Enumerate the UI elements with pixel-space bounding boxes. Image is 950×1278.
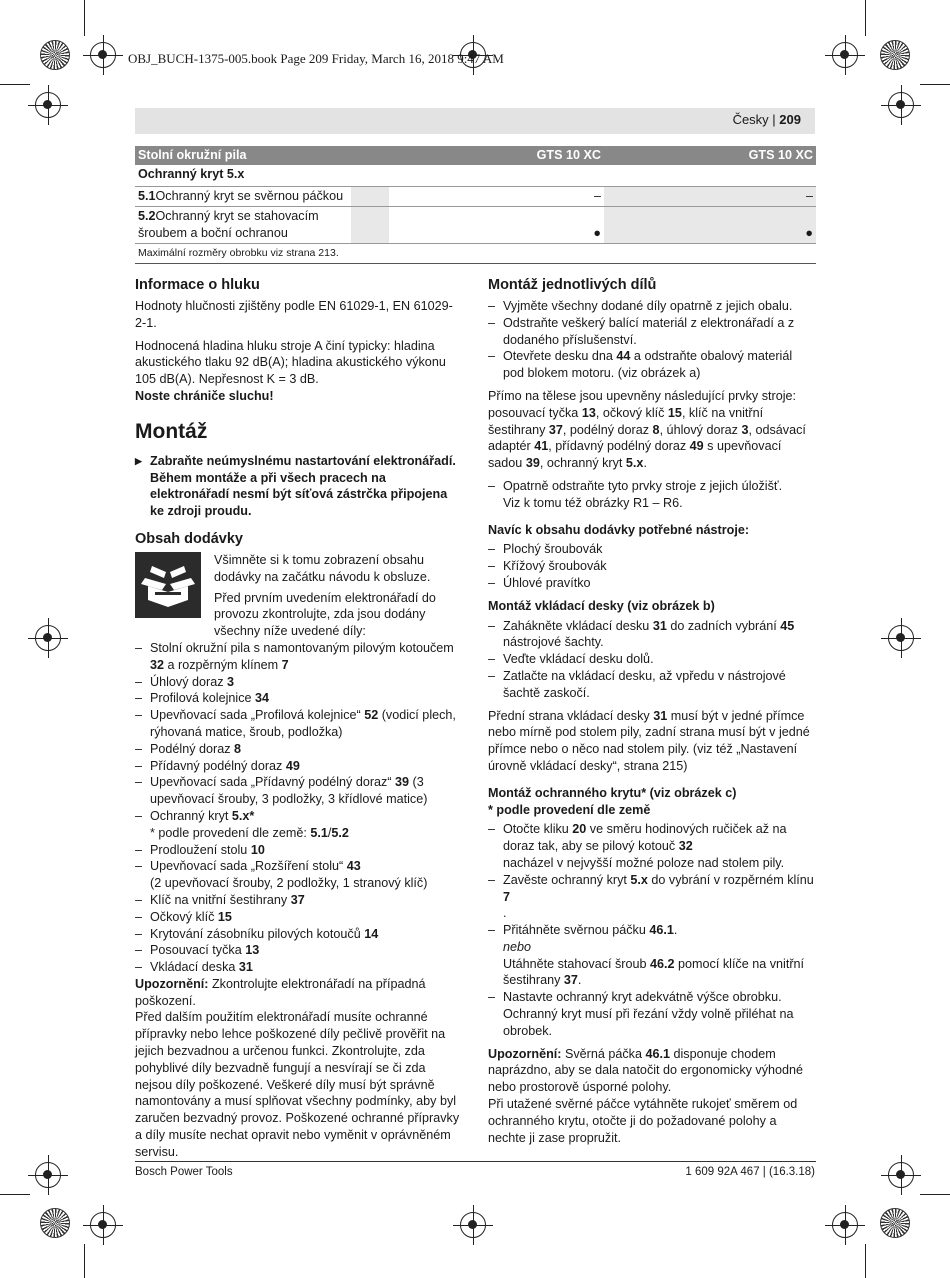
list-item: – Otočte kliku 20 ve směru hodinových ručiček až na doraz tak, aby se pilový kotouč 32 nacházel v nejvyšší možné poloze nad stolem pily. [488, 821, 816, 871]
list-item: – Přídavný podélný doraz 49 [135, 758, 463, 775]
list-item: – Vkládací deska 31 [135, 959, 463, 976]
registration-mark [888, 625, 914, 651]
list-item: – Přitáhněte svěrnou páčku 46.1. nebo Utáhněte stahovací šroub 46.2 pomocí klíče na vnitřní šestihrany 37. [488, 922, 816, 989]
crop-mark [865, 1244, 866, 1278]
list-item: – Opatrně odstraňte tyto prvky stroje z jejich úložišť. Viz k tomu též obrázky R1 – R6. [488, 478, 816, 512]
table-row [135, 187, 816, 207]
crop-mark [0, 1194, 30, 1195]
spec-cell: – [604, 187, 816, 207]
inspection-text: Před dalším použitím elektronářadí musíte ochranné přípravky nebo lehce poškozené díly pečlivě prověřit na jejich bezvadnou a určenou funkci. Zkontrolujte, zda pohyblivé díly bezvadně fungují a nesvírají se či zda nejsou díly poškozené. Veškeré díly musí být správně namontovány a musí splňovat všechny podmínky, aby byl zaručen bezvadný provoz. Poškozené ochranné přípravky a díly musíte nechat opravit nebo vyměnit v oprávněném servisu. [135, 1010, 460, 1159]
spec-header-model-1: GTS 10 XC [389, 146, 604, 165]
color-target-top-right [880, 40, 910, 70]
list-item: – Upevňovací sada „Rozšíření stolu“ 43 (2 upevňovací šrouby, 2 podložky, 1 stranový klíč) [135, 858, 463, 892]
list-item: – Veďte vkládací desku dolů. [488, 651, 816, 668]
spec-header-product: Stolní okružní pila [135, 146, 389, 165]
list-item: – Podélný doraz 8 [135, 741, 463, 758]
fixed-parts-text: Přímo na tělese jsou upevněny následující prvky stroje: posouvací tyčka 13, očkový klíč 15, klíč na vnitřní šestihrany 37, podélný doraz 8, úhlový doraz 3, odsávací adaptér 41, přídavný podélný doraz 49 s upevňovací sadou 39, ochranný kryt 5.x. [488, 388, 806, 471]
spec-cell: ● [604, 206, 816, 243]
spec-note-row [135, 243, 816, 263]
crop-mark [84, 1244, 85, 1278]
list-item: – Upevňovací sada „Profilová kolejnice“ 52 (vodicí plech, rýhovaná matice, šroub, podložka) [135, 707, 463, 741]
noise-standards: Hodnoty hlučnosti zjištěny podle EN 61029-1, EN 61029-2-1. [135, 299, 453, 330]
insert-list [488, 618, 816, 702]
list-item: – Posouvací tyčka 13 [135, 942, 463, 959]
spec-row-label: 5.1Ochranný kryt se svěrnou páčkou [135, 187, 351, 207]
spec-header-model-2: GTS 10 XC [604, 146, 816, 165]
insert-heading: Montáž vkládací desky (viz obrázek b) [488, 598, 715, 613]
spec-section-row [135, 165, 816, 187]
crop-mark [84, 0, 85, 36]
contents-note: Všimněte si k tomu zobrazení obsahu dodávky na začátku návodu k obsluze. [214, 552, 431, 584]
left-column [135, 276, 463, 1161]
spec-section-title: Ochranný kryt 5.x [135, 165, 816, 187]
crop-mark [865, 0, 866, 36]
registration-mark [90, 1212, 116, 1238]
print-header: OBJ_BUCH-1375-005.book Page 209 Friday, March 16, 2018 9:47 AM [128, 51, 504, 66]
spec-cell: ● [389, 206, 604, 243]
language-bar [135, 108, 815, 134]
assembly-heading: Montáž [135, 419, 208, 443]
crop-mark [920, 84, 950, 85]
list-item: – Úhlové pravítko [488, 575, 816, 592]
registration-mark [832, 42, 858, 68]
guard-heading: Montáž ochranného krytu* (viz obrázek c) [488, 785, 737, 800]
guard-subheading: * podle provedení dle země [488, 802, 651, 817]
list-item: – Upevňovací sada „Přídavný podélný doraz“ 39 (3 upevňovací šrouby, 3 podložky, 3 křídlové matice) [135, 774, 463, 808]
noise-heading: Informace o hluku [135, 277, 260, 293]
crop-mark [0, 84, 30, 85]
list-item: – Zahákněte vkládací desku 31 do zadních vybrání 45 nástrojové šachty. [488, 618, 816, 652]
list-item: – Prodloužení stolu 10 [135, 842, 463, 859]
registration-mark [35, 625, 61, 651]
contents-list [135, 640, 463, 976]
crop-mark [920, 1194, 950, 1195]
list-item: – Nastavte ochranný kryt adekvátně výšce obrobku. Ochranný kryt musí při řezání vždy volně přiléhat na obrobek. [488, 989, 816, 1039]
notice-lever: Upozornění: Svěrná páčka 46.1 disponuje chodem naprázdno, aby se dala natočit do ergonomicky výhodné nebo prostorově úsporné polohy. [488, 1046, 804, 1095]
list-item: – Zavěste ochranný kryt 5.x do vybrání v rozpěrném klínu 7 . [488, 872, 816, 922]
registration-mark [888, 1162, 914, 1188]
footer-rule [135, 1161, 816, 1162]
registration-mark [90, 42, 116, 68]
color-target-bottom-left [40, 1208, 70, 1238]
list-item: – Otevřete desku dna 44 a odstraňte obalový materiál pod blokem motoru. (viz obrázek a) [488, 348, 816, 382]
spec-row-label: 5.2Ochranný kryt se stahovacím šroubem a boční ochranou [135, 206, 351, 243]
list-item: – Ochranný kryt 5.x* * podle provedení dle země: 5.1/5.2 [135, 808, 463, 842]
list-item: – Klíč na vnitřní šestihrany 37 [135, 892, 463, 909]
guard-list [488, 821, 816, 1039]
list-item: – Stolní okružní pila s namontovaným pilovým kotoučem 32 a rozpěrným klínem 7 [135, 640, 463, 674]
list-item: – Křížový šroubovák [488, 558, 816, 575]
warning-text: ▶ Zabraňte neúmyslnému nastartování elektronářadí. Během montáže a při všech pracech na elektronářadí nesmí být síťová zástrčka připojena ke zdroji proudu. [135, 453, 463, 520]
list-item: – Plochý šroubovák [488, 541, 816, 558]
registration-mark [832, 1212, 858, 1238]
unpack-list [488, 298, 816, 382]
footer-code: 1 609 92A 467 | (16.3.18) [685, 1166, 815, 1178]
registration-mark [35, 92, 61, 118]
spec-table-header [135, 146, 816, 165]
footer-publisher: Bosch Power Tools [135, 1166, 233, 1178]
tools-heading: Navíc k obsahu dodávky potřebné nástroje: [488, 522, 750, 537]
spec-table [135, 146, 816, 264]
lever-text: Při utažené svěrné páčce vytáhněte rukojeť směrem od ochranného krytu, otočte ji do požadované polohy a nechte ji zase propružit. [488, 1097, 798, 1145]
color-target-top-left [40, 40, 70, 70]
contents-check: Před prvním uvedením elektronářadí do provozu zkontrolujte, zda jsou dodány všechny níže uvedené díly: [214, 590, 436, 639]
tools-list [488, 541, 816, 591]
list-item: – Vyjměte všechny dodané díly opatrně z jejich obalu. [488, 298, 816, 315]
registration-mark [888, 92, 914, 118]
language-page-label: Česky | 209 [732, 112, 801, 127]
spec-cell: – [389, 187, 604, 207]
list-item: – Odstraňte veškerý balící materiál z elektronářadí a z dodaného příslušenství. [488, 315, 816, 349]
contents-heading: Obsah dodávky [135, 530, 243, 547]
list-item: – Zatlačte na vkládací desku, až vpředu v nástrojové šachtě zaskočí. [488, 668, 816, 702]
registration-mark [35, 1162, 61, 1188]
contents-intro [135, 552, 463, 640]
registration-mark [460, 1212, 486, 1238]
parts-assembly-heading: Montáž jednotlivých dílů [488, 277, 657, 293]
insert-alignment-text: Přední strana vkládací desky 31 musí být v jedné přímce nebo mírně pod stolem pily, zadní strana musí být v jedné přímce nebo o něco nad stolem pily. (viz též „Nastavení úrovně vkládací desky“, strana 215) [488, 708, 810, 773]
list-item: – Krytování zásobníku pilových kotoučů 14 [135, 926, 463, 943]
notice: Upozornění: Zkontrolujte elektronářadí na případná poškození. [135, 976, 426, 1008]
list-item: – Úhlový doraz 3 [135, 674, 463, 691]
spec-note: Maximální rozměry obrobku viz strana 213. [135, 243, 816, 263]
list-item: – Profilová kolejnice 34 [135, 690, 463, 707]
box-icon [135, 552, 201, 618]
noise-levels: Hodnocená hladina hluku stroje A činí typicky: hladina akustického tlaku 92 dB(A); hladina akustického výkonu 105 dB(A). Nepřesnost K = 3 dB. [135, 338, 446, 387]
right-column [488, 276, 816, 1146]
list-item: – Očkový klíč 15 [135, 909, 463, 926]
hearing-protection: Noste chrániče sluchu! [135, 388, 274, 403]
color-target-bottom-right [880, 1208, 910, 1238]
table-row [135, 206, 816, 243]
remove-list [488, 478, 816, 512]
